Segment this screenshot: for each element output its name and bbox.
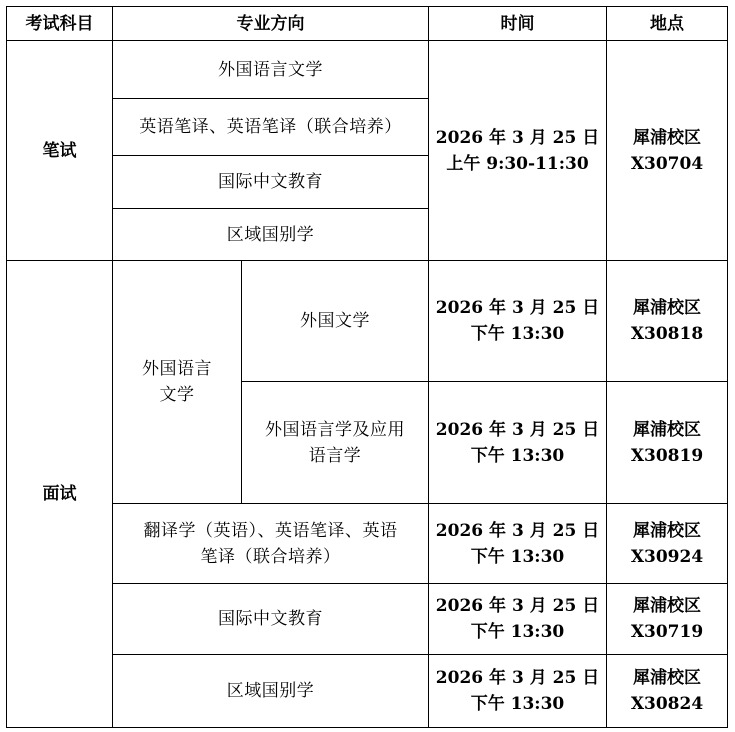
- written-place: [607, 41, 728, 261]
- interview-major-3: [113, 504, 429, 584]
- interview-major-1-line1: 外国文学: [300, 311, 370, 331]
- interview-hours-1: 下午 13:30: [470, 324, 565, 344]
- interview-place-2: [607, 382, 728, 504]
- interview-hours-3: 下午 13:30: [470, 546, 565, 567]
- interview-room-3: X30924: [630, 546, 704, 567]
- interview-row-4: [7, 584, 728, 655]
- interview-major-1: [242, 261, 429, 382]
- header-subject: 考试科目: [7, 7, 113, 41]
- interview-hours-5: 下午 13:30: [470, 694, 565, 714]
- header-time: 时间: [429, 7, 607, 41]
- interview-row-5: [7, 655, 728, 728]
- written-hours: 上午 9:30-11:30: [446, 153, 589, 174]
- interview-major-2: [242, 382, 429, 504]
- interview-date-1: 2026 年 3 月 25 日: [435, 298, 600, 318]
- written-time: [429, 41, 607, 261]
- interview-date-2: 2026 年 3 月 25 日: [435, 419, 600, 440]
- written-date: 2026 年 3 月 25 日: [435, 127, 600, 148]
- interview-group-label: [113, 261, 242, 504]
- interview-major-3-line2: 笔译（联合培养）: [200, 546, 341, 567]
- interview-room-4: X30719: [630, 622, 704, 642]
- interview-campus-4: 犀浦校区: [633, 596, 701, 616]
- header-place: 地点: [607, 7, 728, 41]
- interview-major-5-line1: 区域国别学: [226, 681, 315, 701]
- exam-schedule-table: [6, 6, 728, 728]
- interview-room-2: X30819: [630, 445, 704, 466]
- interview-major-3-line1: 翻译学（英语）、英语笔译、英语: [143, 520, 398, 541]
- written-major-3: 国际中文教育: [113, 156, 429, 209]
- written-major-1: 外国语言文学: [113, 41, 429, 99]
- interview-major-2-line1: 外国语言学及应用: [265, 419, 405, 440]
- header-major: 专业方向: [113, 7, 429, 41]
- interview-time-5: [429, 655, 607, 728]
- interview-campus-2: 犀浦校区: [633, 419, 701, 440]
- written-subject: 笔试: [7, 41, 113, 261]
- written-room: X30704: [630, 153, 704, 174]
- interview-campus-3: 犀浦校区: [633, 520, 701, 541]
- interview-major-4-line1: 国际中文教育: [218, 609, 323, 629]
- header-row: [7, 7, 728, 41]
- interview-campus-1: 犀浦校区: [633, 298, 701, 318]
- interview-hours-4: 下午 13:30: [470, 622, 565, 642]
- interview-time-4: [429, 584, 607, 655]
- interview-time-3: [429, 504, 607, 584]
- interview-date-5: 2026 年 3 月 25 日: [435, 668, 600, 688]
- interview-time-1: [429, 261, 607, 382]
- interview-major-4: [113, 584, 429, 655]
- interview-major-2-line2: 语言学: [308, 445, 362, 466]
- interview-place-1: [607, 261, 728, 382]
- interview-hours-2: 下午 13:30: [470, 445, 565, 466]
- written-major-4: 区域国别学: [113, 209, 429, 261]
- interview-group-label-line1: 外国语言: [142, 359, 212, 379]
- written-major-2: 英语笔译、英语笔译（联合培养）: [113, 99, 429, 156]
- interview-date-4: 2026 年 3 月 25 日: [435, 596, 600, 616]
- interview-group-label-line2: 文学: [159, 385, 195, 405]
- interview-subject: 面试: [7, 261, 113, 728]
- interview-campus-5: 犀浦校区: [633, 668, 701, 688]
- interview-date-3: 2026 年 3 月 25 日: [435, 520, 600, 541]
- interview-place-4: [607, 584, 728, 655]
- written-campus: 犀浦校区: [633, 127, 701, 148]
- written-row-1: [7, 41, 728, 99]
- interview-room-5: X30824: [630, 694, 704, 714]
- interview-place-5: [607, 655, 728, 728]
- interview-time-2: [429, 382, 607, 504]
- interview-major-5: [113, 655, 429, 728]
- interview-row-3: [7, 504, 728, 584]
- interview-room-1: X30818: [630, 324, 704, 344]
- interview-place-3: [607, 504, 728, 584]
- interview-row-1: [7, 261, 728, 382]
